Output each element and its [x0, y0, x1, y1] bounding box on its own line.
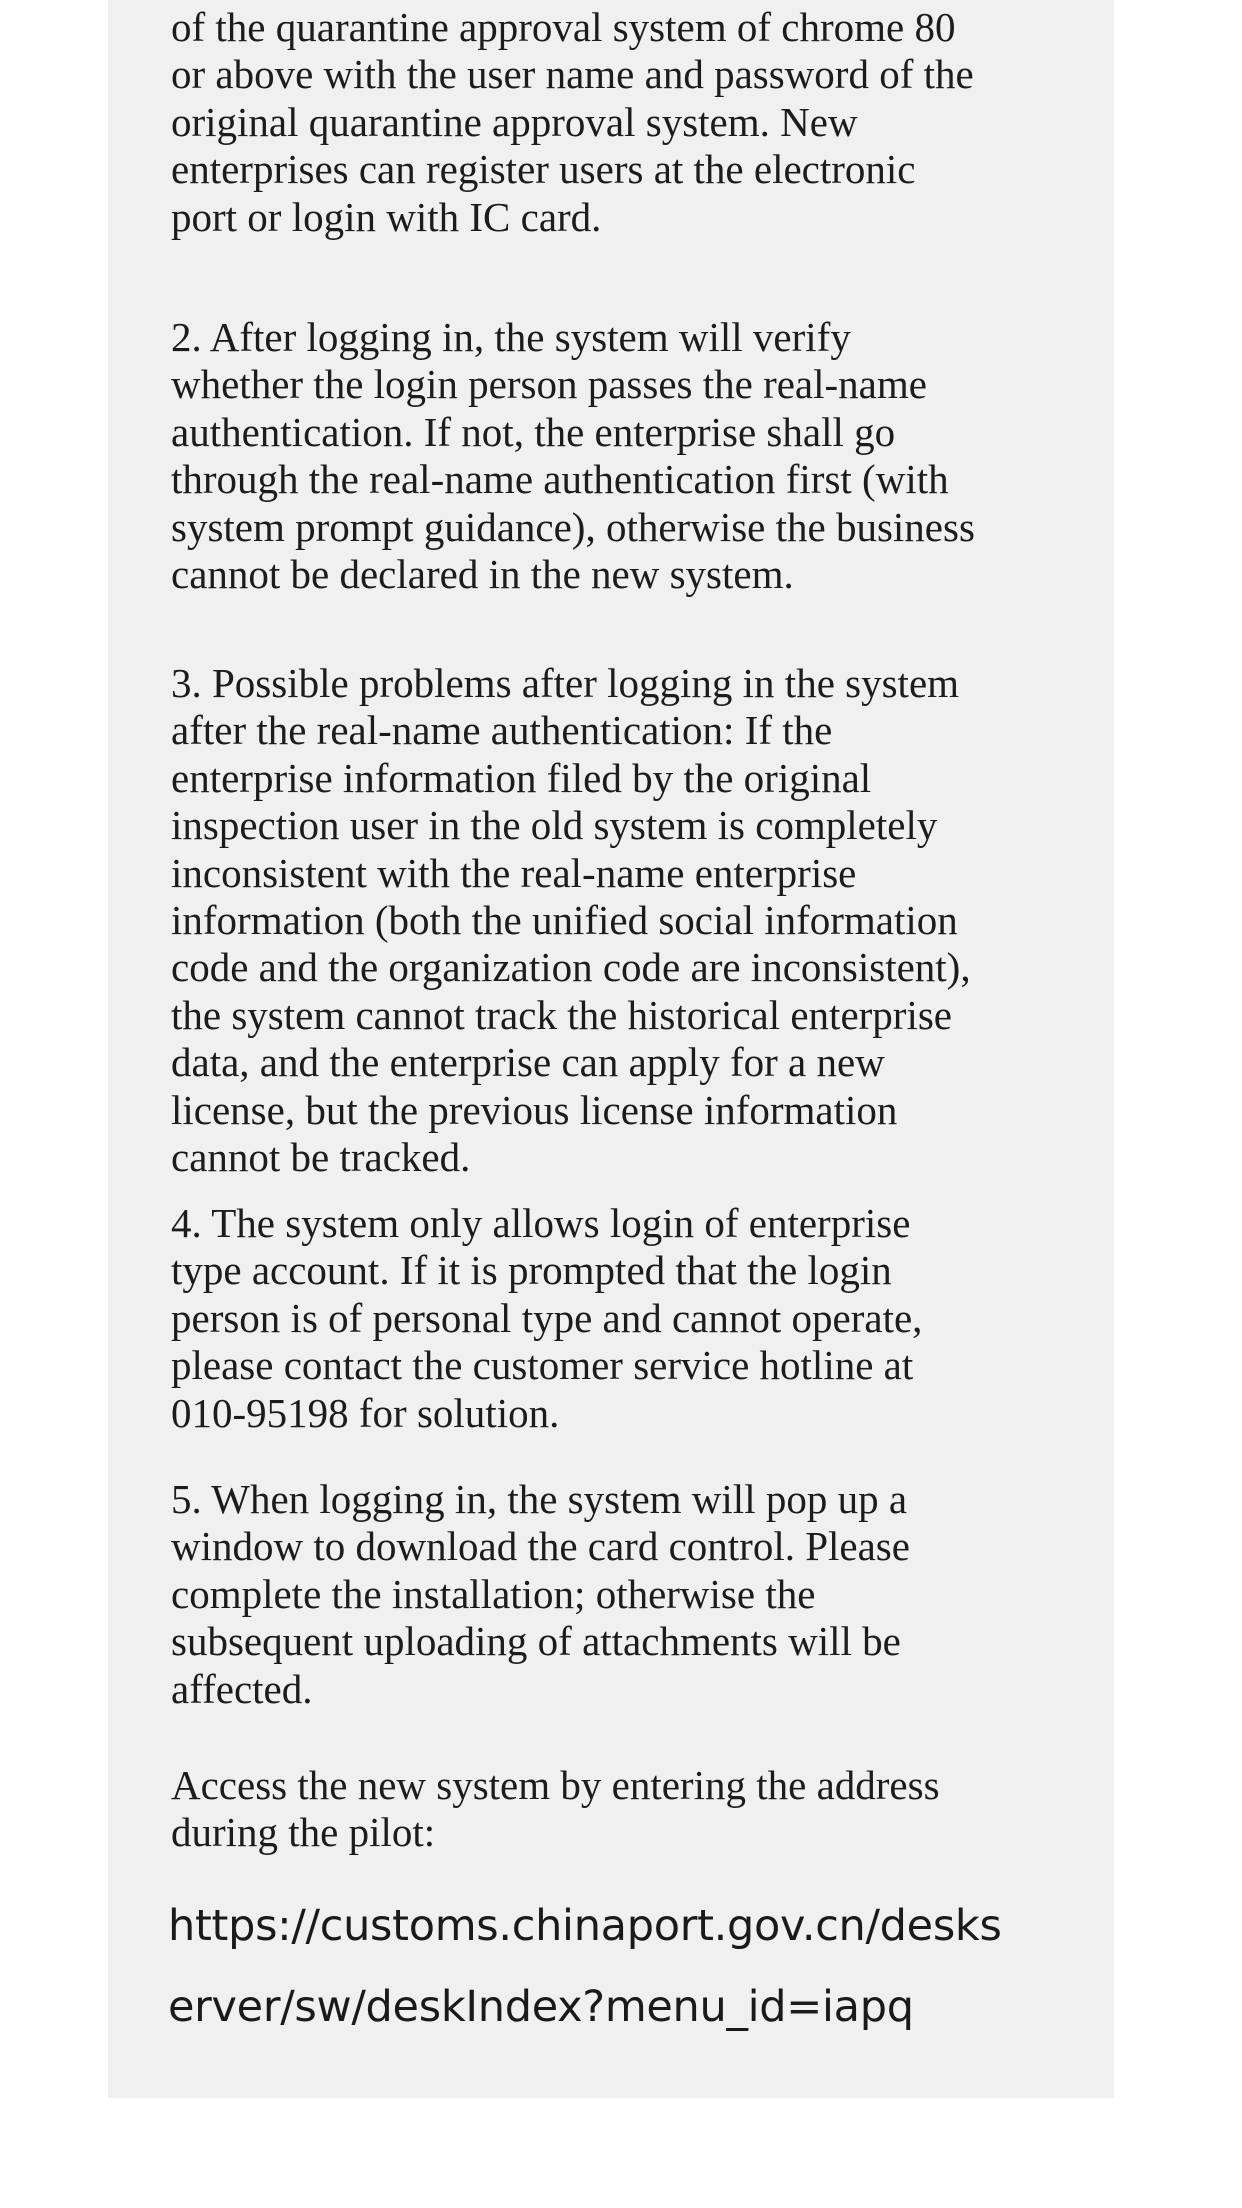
- paragraph-item-4: 4. The system only allows login of enterprise type account. If it is prompted that the login person is of personal type and cannot operate, please contact the customer service hotline at 010-95198 for solution.: [171, 1200, 923, 1436]
- paragraph-login-intro: of the quarantine approval system of chrome 80 or above with the user name and password of the original quarantine approval system. New enterprises can register users at the electronic port or login with IC card.: [171, 4, 974, 240]
- paragraph-access-note: Access the new system by entering the address during the pilot:: [171, 1762, 940, 1856]
- paragraph-item-5: 5. When logging in, the system will pop up a window to download the card control. Please complete the installation; otherwise the subsequent uploading of attachments will be affected.: [171, 1476, 910, 1712]
- system-url-link[interactable]: https://customs.chinaport.gov.cn/desks erver/sw/deskIndex?menu_id=iapq: [168, 1901, 1002, 2032]
- paragraph-item-3: 3. Possible problems after logging in the system after the real-name authentication: If the enterprise information filed by the original inspection user in the old system is completely inconsistent with the real-name enterprise information (both the unified social information code and the organization code are inconsistent), the system cannot track the historical enterprise data, and the enterprise can apply for a new license, but the previous license information cannot be tracked.: [171, 660, 971, 1181]
- paragraph-item-2: 2. After logging in, the system will verify whether the login person passes the real-name authentication. If not, the enterprise shall go through the real-name authentication first (with system prompt guidance), otherwise the business cannot be declared in the new system.: [171, 314, 975, 598]
